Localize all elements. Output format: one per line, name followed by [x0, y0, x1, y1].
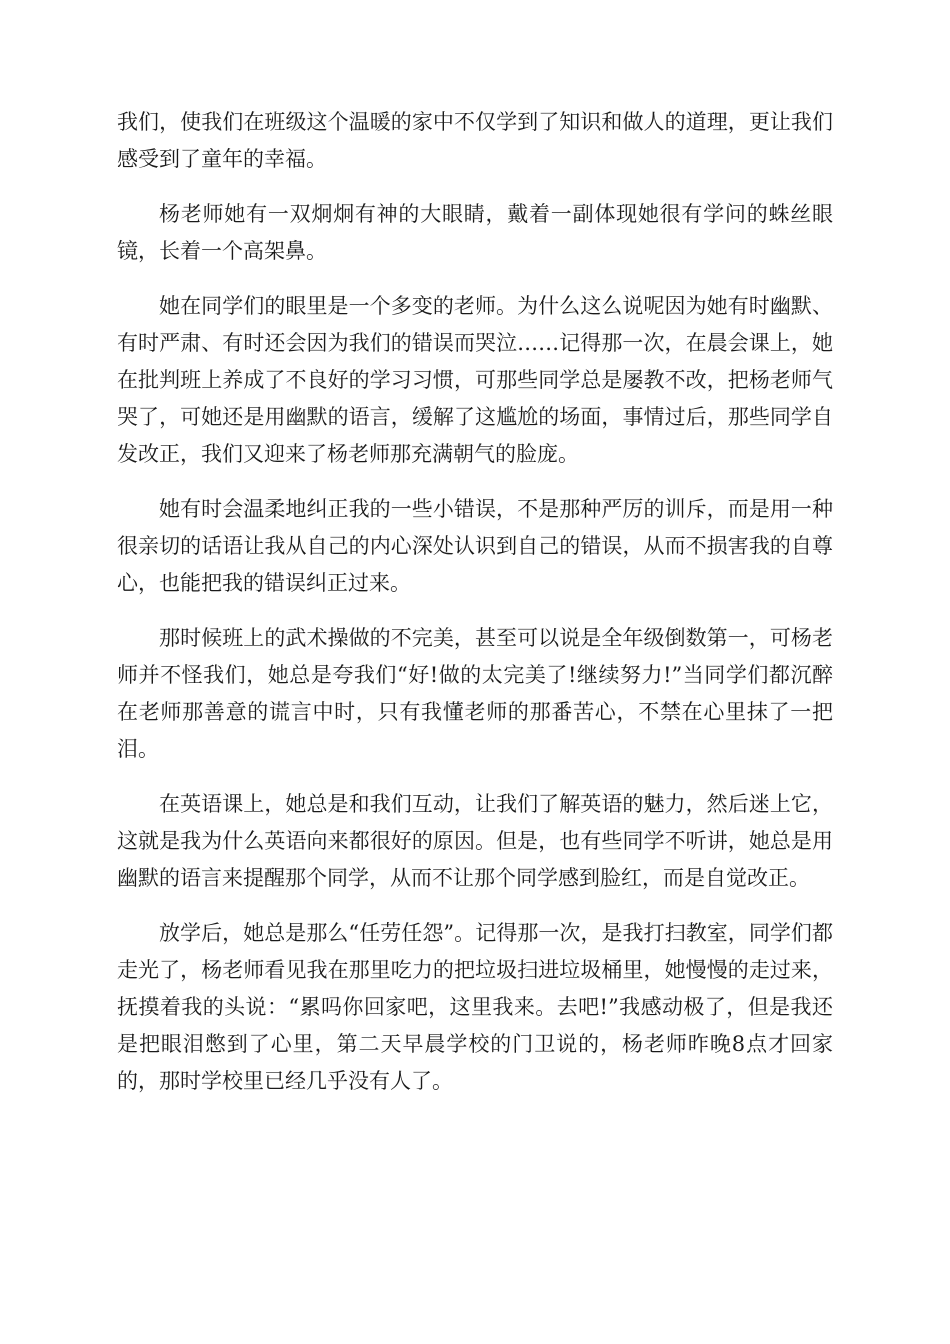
paragraph-changeable-teacher: 她在同学们的眼里是一个多变的老师。为什么这么说呢因为她有时幽默、有时严肃、有时还会因为我们的错误而哭泣……记得那一次，在晨会课上，她在批判班上养成了不良好的学习习惯，可那些同学总是屡教不改，把杨老师气哭了，可她还是用幽默的语言，缓解了这尴尬的场面，事情过后，那些同学自发改正，我们又迎来了杨老师那充满朝气的脸庞。 [117, 294, 833, 466]
document-body [117, 104, 833, 1118]
paragraph-teacher-appearance: 杨老师她有一双炯炯有神的大眼睛，戴着一副体现她很有学问的蛛丝眼镜，长着一个高架鼻。 [117, 202, 833, 263]
paragraph-gentle-correction: 她有时会温柔地纠正我的一些小错误，不是那种严厉的训斥，而是用一种很亲切的话语让我从自己的内心深处认识到自己的错误，从而不损害我的自尊心，也能把我的错误纠正过来。 [117, 497, 833, 595]
paragraph-martial-arts-exercise: 那时候班上的武术操做的不完美，甚至可以说是全年级倒数第一，可杨老师并不怪我们，她总是夸我们“好!做的太完美了!继续努力!”当同学们都沉醉在老师那善意的谎言中时，只有我懂老师的那番苦心，不禁在心里抹了一把泪。 [117, 626, 833, 761]
paragraph-after-school: 放学后，她总是那么“任劳任怨”。记得那一次，是我打扫教室，同学们都走光了，杨老师看见我在那里吃力的把垃圾扫进垃圾桶里，她慢慢的走过来，抚摸着我的头说：“累吗你回家吧，这里我来。去吧!”我感动极了，但是我还是把眼泪憋到了心里，第二天早晨学校的门卫说的，杨老师昨晚8点才回家的，那时学校里已经几乎没有人了。 [117, 921, 833, 1093]
paragraph-continued: 我们，使我们在班级这个温暖的家中不仅学到了知识和做人的道理，更让我们感受到了童年的幸福。 [117, 110, 833, 171]
paragraph-english-class: 在英语课上，她总是和我们互动，让我们了解英语的魅力，然后迷上它，这就是我为什么英语向来都很好的原因。但是，也有些同学不听讲，她总是用幽默的语言来提醒那个同学，从而不让那个同学感到脸红，而是自觉改正。 [117, 792, 833, 890]
